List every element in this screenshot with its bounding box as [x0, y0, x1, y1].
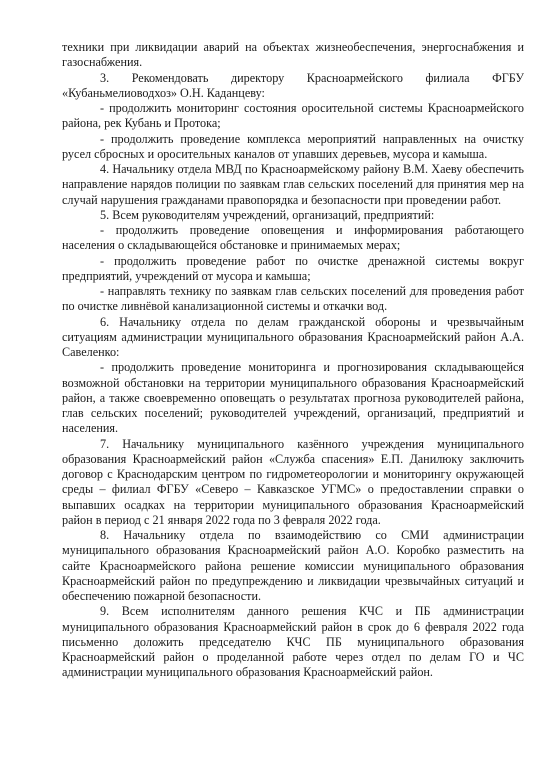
paragraph-item-6-sub-1: - продолжить проведение мониторинга и прогнозирования складывающейся возможной обстановки на территории муниципального образования Красноармейский район, а также своевременно оповещать о результатах прогноза руководителей района, глав сельских поселений; руководителей учреждений, организаций, предприятий и населения. [62, 360, 524, 436]
paragraph-item-4: 4. Начальнику отдела МВД по Красноармейскому району В.М. Хаеву обеспечить направление нарядов полиции по заявкам глав сельских поселений для принятия мер на случай нарушения гражданами правопорядка и безопасности при проведении работ. [62, 162, 524, 207]
paragraph-item-8: 8. Начальнику отдела по взаимодействию со СМИ администрации муниципального образования Красноармейский район А.О. Коробко разместить на сайте Красноармейского района решение комиссии муниципального образования Красноармейский район по предупреждению и ликвидации чрезвычайных ситуаций и обеспечению пожарной безопасности. [62, 528, 524, 603]
document-body [62, 40, 524, 681]
paragraph-item-5-sub-2: - продолжить проведение работ по очистке дренажной системы вокруг предприятий, учреждений от мусора и камыша; [62, 253, 524, 283]
paragraph-item-3-sub-1: - продолжить мониторинг состояния оросительной системы Красноармейского района, рек Кубань и Протока; [62, 101, 524, 131]
paragraph-item-9: 9. Всем исполнителям данного решения КЧС и ПБ администрации муниципального образования Красноармейский район в срок до 6 февраля 2022 года письменно доложить председателю КЧС ПБ муниципального образования Красноармейский район о проделанной работе через отдел по делам ГО и ЧС администрации муниципального образования Красноармейский район. [62, 604, 524, 680]
paragraph-item-5: 5. Всем руководителям учреждений, организаций, предприятий: [100, 207, 435, 222]
paragraph-item-6: 6. Начальнику отдела по делам гражданской обороны и чрезвычайным ситуациям администрации муниципального образования Красноармейский район А.А. Савеленко: [62, 314, 524, 359]
paragraph-item-5-sub-3: - направлять технику по заявкам глав сельских поселений для проведения работ по очистке ливнёвой канализационной системы и откачки вод. [62, 284, 524, 314]
paragraph-item-3-sub-2: - продолжить проведение комплекса мероприятий направленных на очистку русел сбросных и оросительных каналов от упавших деревьев, мусора и камыша. [62, 131, 524, 161]
paragraph-item-5-sub-1: - продолжить проведение оповещения и информирования работающего населения о складывающейся обстановке и принимаемых мерах; [62, 223, 524, 253]
paragraph-item-7: 7. Начальнику муниципального казённого учреждения муниципального образования Красноармейский район «Служба спасения» Е.П. Данилюку заключить договор с Краснодарским центром по гидрометеорологии и мониторингу окружающей среды – филиал ФГБУ «Северо – Кавказское УГМС» о предоставлении справки о выпавших осадках на территории муниципального образования Красноармейский район в период с 21 января 2022 года по 3 февраля 2022 года. [62, 436, 524, 527]
paragraph-item-3: 3. Рекомендовать директору Красноармейского филиала ФГБУ «Кубаньмелиоводхоз» О.Н. Каданцеву: [62, 70, 524, 100]
paragraph-continuation: техники при ликвидации аварий на объектах жизнеобеспечения, энергоснабжения и газоснабжения. [62, 40, 524, 70]
